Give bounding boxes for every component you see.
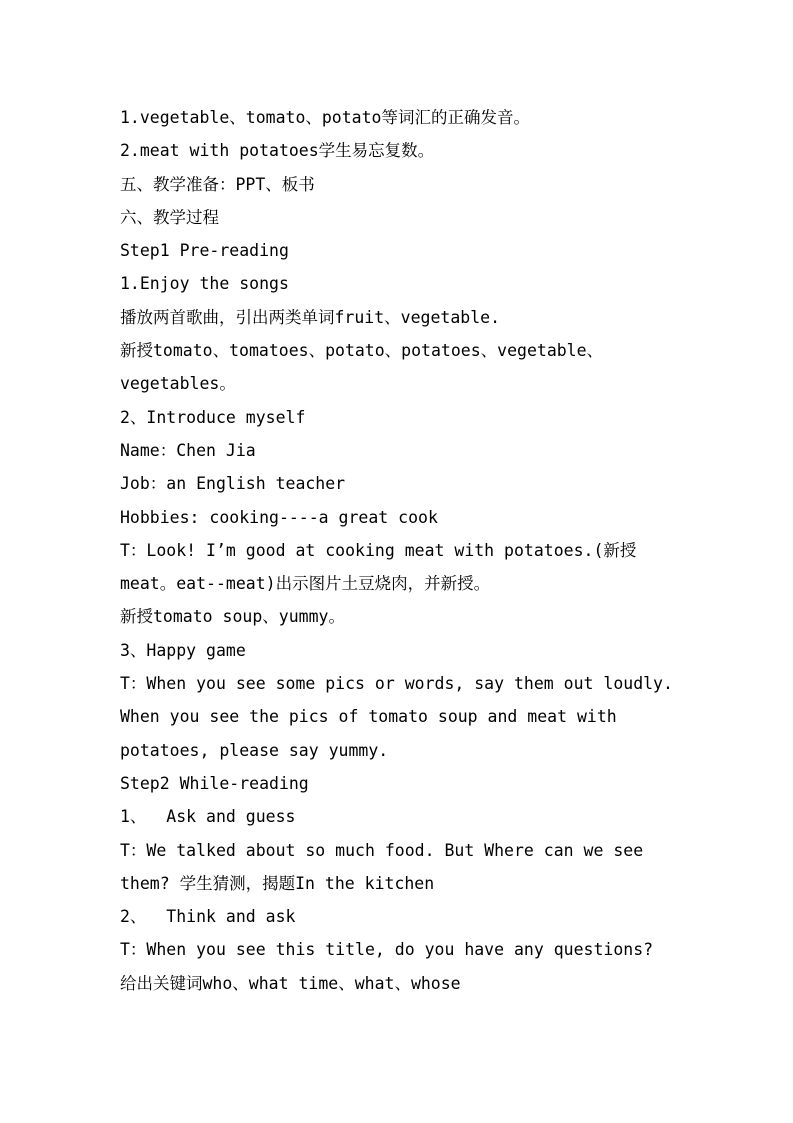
paragraph-line: 播放两首歌曲，引出两类单词fruit、vegetable. (120, 307, 501, 327)
paragraph-line: When you see the pics of tomato soup and meat with (120, 707, 617, 727)
paragraph-line: 给出关键词who、what time、what、whose (120, 973, 461, 993)
paragraph-line: Job：an English teacher (120, 474, 346, 494)
document-body (120, 101, 720, 1000)
paragraph-line: 新授tomato、tomatoes、potato、potatoes、vegetable、 (120, 341, 604, 361)
paragraph-line: meat。eat--meat)出示图片土豆烧肉，并新授。 (120, 574, 491, 594)
subheading-introduce-myself: 2、Introduce myself (120, 407, 306, 427)
paragraph-line: T：Look! I’m good at cooking meat with potatoes.(新授 (120, 540, 637, 560)
paragraph-line: them? 学生猜测，揭题In the kitchen (120, 873, 435, 893)
step-heading-while-reading: Step2 While-reading (120, 773, 309, 793)
paragraph-line: 新授tomato soup、yummy。 (120, 607, 345, 627)
subheading-ask-and-guess: 1、 Ask and guess (120, 807, 296, 827)
section-heading-preparation: 五、教学准备：PPT、板书 (120, 174, 315, 194)
subheading-happy-game: 3、Happy game (120, 640, 246, 660)
line-plural-point: 2.meat with potatoes学生易忘复数。 (120, 141, 435, 161)
subheading-enjoy-songs: 1.Enjoy the songs (120, 274, 289, 294)
paragraph-line: T：We talked about so much food. But Where can we see (120, 840, 644, 860)
section-heading-process: 六、教学过程 (120, 207, 219, 227)
paragraph-line: Name：Chen Jia (120, 440, 256, 460)
paragraph-line: potatoes, please say yummy. (120, 740, 389, 760)
subheading-think-and-ask: 2、 Think and ask (120, 907, 296, 927)
paragraph-line: T：When you see this title, do you have any questions? (120, 940, 654, 960)
paragraph-line: vegetables。 (120, 374, 236, 394)
step-heading-pre-reading: Step1 Pre-reading (120, 241, 289, 261)
paragraph-line: T：When you see some pics or words, say them out loudly. (120, 674, 673, 694)
line-pronunciation-point: 1.vegetable、tomato、potato等词汇的正确发音。 (120, 108, 530, 127)
paragraph-line: Hobbies: cooking----a great cook (120, 507, 438, 527)
